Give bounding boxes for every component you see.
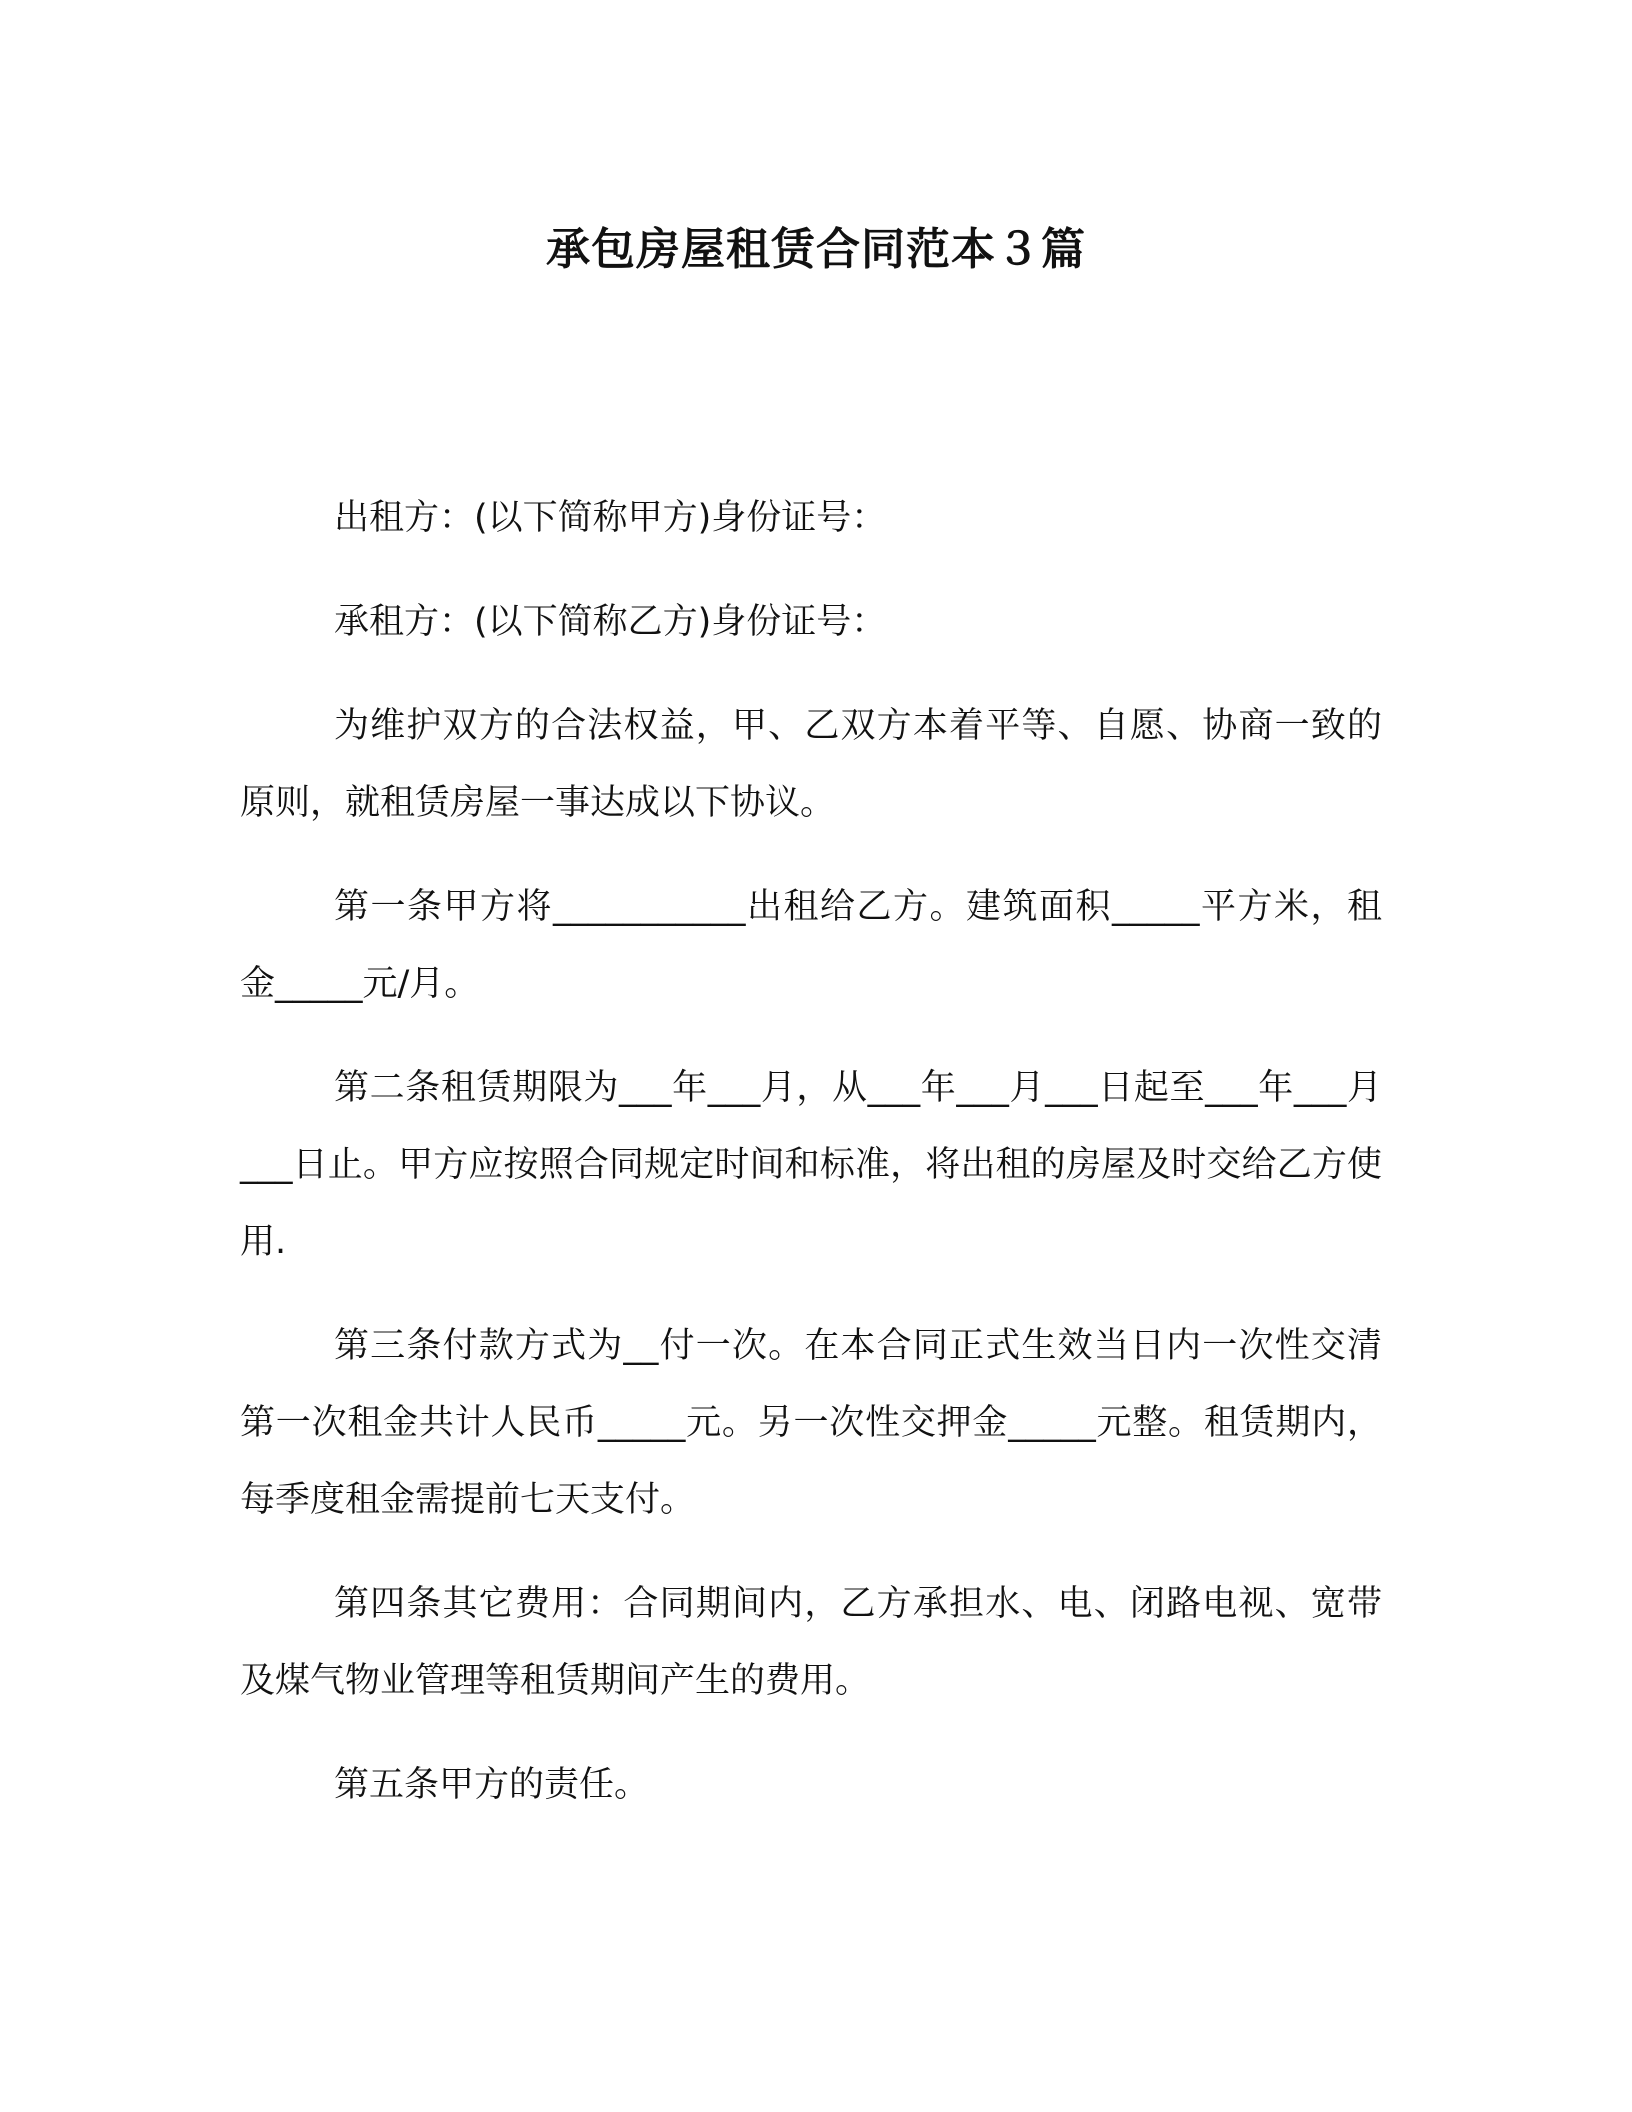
document-title: 承包房屋租赁合同范本３篇 — [546, 224, 1086, 275]
paragraph-preamble: 为维护双方的合法权益，甲、乙双方本着平等、自愿、协商一致的原则，就租赁房屋一事达成以下协议。 — [240, 706, 1382, 823]
document-body — [240, 480, 1382, 1851]
paragraph-article-4: 第四条其它费用：合同期间内，乙方承担水、电、闭路电视、宽带及煤气物业管理等租赁期间产生的费用。 — [240, 1584, 1382, 1701]
paragraph-article-2: 第二条租赁期限为___年___月，从___年___月___日起至___年___月___日止。甲方应按照合同规定时间和标准，将出租的房屋及时交给乙方使用. — [240, 1068, 1382, 1262]
paragraph-article-3: 第三条付款方式为__付一次。在本合同正式生效当日内一次性交清第一次租金共计人民币_____元。另一次性交押金_____元整。租赁期内，每季度租金需提前七天支付。 — [240, 1326, 1382, 1520]
paragraph-lessor: 出租方：(以下简称甲方)身份证号： — [334, 498, 887, 538]
paragraph-article-5: 第五条甲方的责任。 — [334, 1765, 650, 1805]
paragraph-lessee: 承租方：(以下简称乙方)身份证号： — [334, 602, 887, 642]
paragraph-article-1: 第一条甲方将___________出租给乙方。建筑面积_____平方米，租金_____元/月。 — [240, 887, 1382, 1004]
